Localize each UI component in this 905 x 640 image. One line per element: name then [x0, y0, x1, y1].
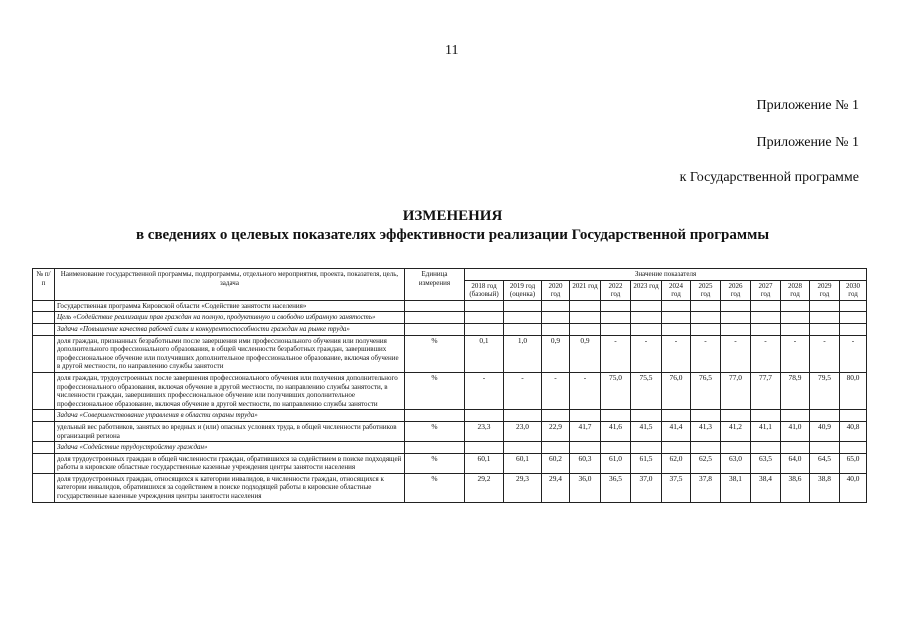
table-row [33, 335, 867, 372]
header-year: 2029 год [810, 280, 840, 300]
value-cell: 38,4 [751, 473, 781, 502]
table-row [33, 323, 867, 335]
table-row [33, 442, 867, 454]
table-row [33, 421, 867, 441]
header-year: 2030 год [840, 280, 867, 300]
value-cell: 60,3 [570, 453, 601, 473]
indicator-name-cell: доля граждан, признанных безработными после завершения ими профессионального обучения или получения дополнительного профессионального образования, в общей численности безработных граждан, завершивших профессиональное обучение или получивших дополнительное профессиональное образование, включая обучение в другой местности, по направлению службы занятости [55, 335, 405, 372]
value-cell: - [781, 335, 810, 372]
unit-cell: % [405, 453, 465, 473]
value-cell: 41,4 [662, 421, 691, 441]
value-cell: 41,0 [781, 421, 810, 441]
header-year: 2019 год (оценка) [504, 280, 542, 300]
value-cell: - [504, 372, 542, 409]
indicator-name-cell: Цель «Содействие реализации прав граждан на полную, продуктивную и свободно избранную занятость» [55, 312, 405, 324]
table-row [33, 473, 867, 502]
value-cell: 40,8 [840, 421, 867, 441]
value-cell: 65,0 [840, 453, 867, 473]
header-year: 2027 год [751, 280, 781, 300]
row-number-cell [33, 312, 55, 324]
row-number-cell [33, 421, 55, 441]
value-cell: 80,0 [840, 372, 867, 409]
value-cell: 38,1 [721, 473, 751, 502]
header-year: 2021 год [570, 280, 601, 300]
value-cell [542, 410, 570, 422]
value-cell [601, 312, 631, 324]
value-cell: 22,9 [542, 421, 570, 441]
value-cell: 78,9 [781, 372, 810, 409]
value-cell: 62,0 [662, 453, 691, 473]
value-cell: 60,1 [504, 453, 542, 473]
value-cell: 36,5 [601, 473, 631, 502]
header-name: Наименование государственной программы, подпрограммы, отдельного мероприятия, проекта, показателя, цель, задача [55, 269, 405, 301]
value-cell: 75,0 [601, 372, 631, 409]
value-cell: - [840, 335, 867, 372]
value-cell [631, 300, 662, 312]
value-cell [504, 410, 542, 422]
value-cell [542, 300, 570, 312]
value-cell [781, 300, 810, 312]
value-cell [721, 300, 751, 312]
value-cell [631, 442, 662, 454]
row-number-cell [33, 372, 55, 409]
header-year: 2024 год [662, 280, 691, 300]
value-cell [810, 442, 840, 454]
value-cell [840, 323, 867, 335]
value-cell: 79,5 [810, 372, 840, 409]
header-year: 2028 год [781, 280, 810, 300]
value-cell: 76,5 [691, 372, 721, 409]
value-cell [601, 442, 631, 454]
header-year: 2026 год [721, 280, 751, 300]
value-cell [504, 300, 542, 312]
value-cell [662, 323, 691, 335]
value-cell [570, 410, 601, 422]
value-cell [570, 312, 601, 324]
value-cell [781, 312, 810, 324]
value-cell: - [631, 335, 662, 372]
value-cell [691, 300, 721, 312]
value-cell [810, 410, 840, 422]
table-row [33, 410, 867, 422]
value-cell [631, 323, 662, 335]
value-cell [504, 323, 542, 335]
value-cell [631, 410, 662, 422]
value-cell: 77,7 [751, 372, 781, 409]
value-cell [721, 442, 751, 454]
value-cell [691, 323, 721, 335]
value-cell: 37,5 [662, 473, 691, 502]
value-cell: 38,6 [781, 473, 810, 502]
value-cell [721, 323, 751, 335]
value-cell: - [810, 335, 840, 372]
value-cell [721, 410, 751, 422]
value-cell [542, 442, 570, 454]
value-cell: 37,0 [631, 473, 662, 502]
indicator-name-cell: доля трудоустроенных граждан, относящихся к категории инвалидов, в численности граждан, относящихся к категории инвалидов, обратившихся за содействием в поиске подходящей работы в кировские областные государственные казенные учреждения центры занятости населения [55, 473, 405, 502]
header-year: 2022 год [601, 280, 631, 300]
value-cell: 77,0 [721, 372, 751, 409]
indicators-table [32, 268, 867, 503]
value-cell [721, 312, 751, 324]
value-cell [601, 323, 631, 335]
value-cell [751, 312, 781, 324]
unit-cell: % [405, 421, 465, 441]
value-cell [465, 323, 504, 335]
value-cell [840, 410, 867, 422]
value-cell [691, 442, 721, 454]
header-year: 2018 год (базовый) [465, 280, 504, 300]
unit-cell: % [405, 372, 465, 409]
table-row [33, 300, 867, 312]
value-cell: 63,5 [751, 453, 781, 473]
indicator-name-cell: Задача «Повышение качества рабочей силы и конкурентоспособности граждан на рынке труда» [55, 323, 405, 335]
header-year: 2025 год [691, 280, 721, 300]
value-cell [601, 300, 631, 312]
row-number-cell [33, 335, 55, 372]
value-cell [810, 300, 840, 312]
unit-cell: % [405, 473, 465, 502]
indicator-name-cell: Государственная программа Кировской области «Содействие занятости населения» [55, 300, 405, 312]
value-cell: 61,0 [601, 453, 631, 473]
table-row [33, 453, 867, 473]
unit-cell: % [405, 335, 465, 372]
table-row [33, 372, 867, 409]
value-cell [751, 300, 781, 312]
value-cell: 64,5 [810, 453, 840, 473]
value-cell: 41,7 [570, 421, 601, 441]
value-cell [570, 323, 601, 335]
indicator-name-cell: удельный вес работников, занятых во вредных и (или) опасных условиях труда, в общей численности работников организаций региона [55, 421, 405, 441]
value-cell: 41,6 [601, 421, 631, 441]
value-cell: 0,1 [465, 335, 504, 372]
indicator-name-cell: доля граждан, трудоустроенных после завершения профессионального обучения или получения дополнительного профессионального образования, включая обучение в другой местности, по направлению службы занятости, в численности граждан, завершивших профессиональное обучение или получивших дополнительное профессиональное образование, включая обучение в другой местности, по направлению службы занятости [55, 372, 405, 409]
indicator-name-cell: доля трудоустроенных граждан в общей численности граждан, обратившихся за содействием в поиске подходящей работы в кировские областные государственные казенные учреждения центры занятости населения [55, 453, 405, 473]
header-value-group: Значение показателя [465, 269, 867, 281]
value-cell [542, 312, 570, 324]
page-number: 11 [445, 43, 459, 58]
value-cell: 37,8 [691, 473, 721, 502]
document-subtitle: в сведениях о целевых показателях эффективности реализации Государственной программы [135, 227, 770, 243]
value-cell [465, 410, 504, 422]
value-cell [810, 312, 840, 324]
value-cell [840, 442, 867, 454]
row-number-cell [33, 473, 55, 502]
value-cell [751, 410, 781, 422]
value-cell: 0,9 [542, 335, 570, 372]
row-number-cell [33, 410, 55, 422]
appendix-line-1: Приложение № 1 [756, 98, 859, 113]
value-cell [691, 410, 721, 422]
value-cell: 23,0 [504, 421, 542, 441]
header-year: 2023 год [631, 280, 662, 300]
value-cell: - [751, 335, 781, 372]
value-cell [781, 410, 810, 422]
value-cell [751, 442, 781, 454]
unit-cell [405, 410, 465, 422]
value-cell: 64,0 [781, 453, 810, 473]
value-cell: 76,0 [662, 372, 691, 409]
value-cell: 41,5 [631, 421, 662, 441]
row-number-cell [33, 453, 55, 473]
value-cell [465, 442, 504, 454]
value-cell: 62,5 [691, 453, 721, 473]
header-row-1 [33, 269, 867, 281]
appendix-line-2: Приложение № 1 [756, 135, 859, 150]
unit-cell [405, 312, 465, 324]
header-year: 2020 год [542, 280, 570, 300]
appendix-line-3: к Государственной программе [679, 170, 859, 185]
value-cell: 0,9 [570, 335, 601, 372]
row-number-cell [33, 300, 55, 312]
value-cell: 23,3 [465, 421, 504, 441]
value-cell [751, 323, 781, 335]
indicator-name-cell: Задача «Содействие трудоустройству граждан» [55, 442, 405, 454]
value-cell [465, 312, 504, 324]
value-cell: 41,1 [751, 421, 781, 441]
value-cell [570, 300, 601, 312]
header-unit: Единица измерения [405, 269, 465, 301]
value-cell [662, 312, 691, 324]
value-cell: 38,8 [810, 473, 840, 502]
value-cell: 60,2 [542, 453, 570, 473]
value-cell: 40,9 [810, 421, 840, 441]
value-cell: 63,0 [721, 453, 751, 473]
value-cell [662, 410, 691, 422]
value-cell: - [662, 335, 691, 372]
value-cell: 40,0 [840, 473, 867, 502]
value-cell: - [721, 335, 751, 372]
value-cell: - [465, 372, 504, 409]
table-row [33, 312, 867, 324]
value-cell: 60,1 [465, 453, 504, 473]
value-cell: - [691, 335, 721, 372]
value-cell [504, 312, 542, 324]
unit-cell [405, 300, 465, 312]
value-cell: 1,0 [504, 335, 542, 372]
value-cell: 29,3 [504, 473, 542, 502]
value-cell [691, 312, 721, 324]
value-cell [504, 442, 542, 454]
value-cell: 75,5 [631, 372, 662, 409]
value-cell: 41,2 [721, 421, 751, 441]
value-cell [781, 323, 810, 335]
value-cell [601, 410, 631, 422]
value-cell [781, 442, 810, 454]
value-cell [840, 300, 867, 312]
value-cell [662, 300, 691, 312]
value-cell [662, 442, 691, 454]
value-cell: - [542, 372, 570, 409]
indicator-name-cell: Задача «Совершенствование управления в области охраны труда» [55, 410, 405, 422]
document-title: ИЗМЕНЕНИЯ [402, 208, 503, 224]
value-cell [465, 300, 504, 312]
value-cell: 41,3 [691, 421, 721, 441]
value-cell: 61,5 [631, 453, 662, 473]
value-cell: 29,2 [465, 473, 504, 502]
value-cell: 36,0 [570, 473, 601, 502]
unit-cell [405, 442, 465, 454]
value-cell: 29,4 [542, 473, 570, 502]
value-cell: - [570, 372, 601, 409]
unit-cell [405, 323, 465, 335]
row-number-cell [33, 442, 55, 454]
value-cell [631, 312, 662, 324]
header-num: № п/п [33, 269, 55, 301]
value-cell [542, 323, 570, 335]
value-cell [840, 312, 867, 324]
row-number-cell [33, 323, 55, 335]
value-cell: - [601, 335, 631, 372]
value-cell [810, 323, 840, 335]
value-cell [570, 442, 601, 454]
